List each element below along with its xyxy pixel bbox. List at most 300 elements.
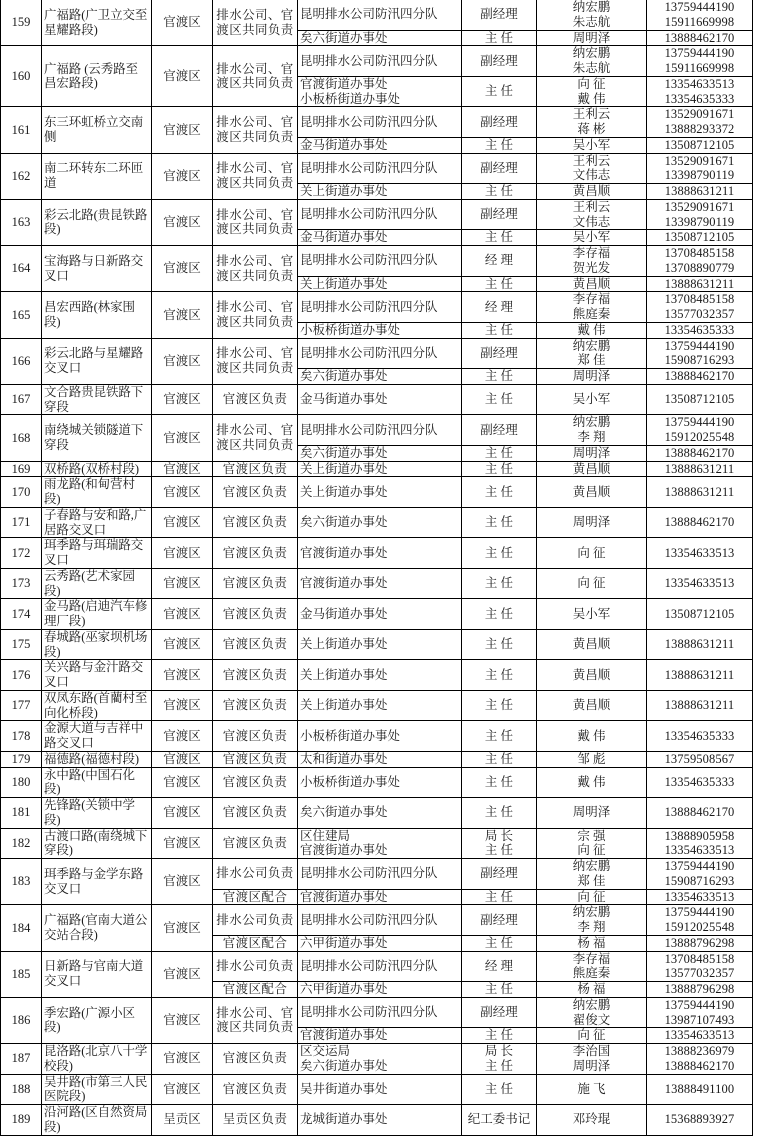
cell-job-title: 副经理 [462,859,537,890]
cell-phone: 13508712105 [647,384,753,415]
cell-responsible-unit: 关上街道办事处 [298,477,462,508]
table-row [1,46,753,77]
cell-responsibility: 官渡区负责 [213,798,298,829]
cell-responsible-person: 纳宏鹏 郑 佳 [537,859,647,890]
cell-phone: 13759444190 15908716293 [647,859,753,890]
cell-responsibility: 呈贡区负责 [213,1105,298,1136]
cell-job-title: 主 任 [462,76,537,107]
table-row [1,384,753,415]
cell-responsible-person: 纳宏鹏 郑 佳 [537,338,647,369]
table-row [1,798,753,829]
cell-index: 178 [1,721,42,752]
table-row [1,690,753,721]
table-row [1,629,753,660]
cell-district: 官渡区 [152,767,213,798]
table-row [1,721,753,752]
cell-point-name: 关兴路与金汁路交叉口 [42,660,152,691]
cell-job-title: 副经理 [462,338,537,369]
cell-job-title: 主 任 [462,660,537,691]
cell-responsibility: 排水公司、官渡区共同负责 [213,338,298,384]
cell-responsible-person: 纳宏鹏 朱志航 [537,46,647,77]
table-row [1,538,753,569]
cell-responsible-unit: 金马街道办事处 [298,137,462,153]
cell-responsible-person: 黄昌顺 [537,660,647,691]
cell-responsible-unit: 官渡街道办事处 [298,1028,462,1044]
cell-phone: 13529091671 13888293372 [647,107,753,138]
cell-responsible-person: 纳宏鹏 朱志航 [537,0,647,30]
cell-district: 官渡区 [152,751,213,767]
cell-responsibility: 官渡区负责 [213,461,298,477]
cell-phone: 13354633513 [647,538,753,569]
table-row [1,477,753,508]
cell-responsible-unit: 区交运局 矣六街道办事处 [298,1044,462,1075]
cell-responsible-unit: 龙城街道办事处 [298,1105,462,1136]
cell-job-title: 主 任 [462,690,537,721]
cell-responsible-unit: 官渡街道办事处 [298,889,462,905]
cell-point-name: 先锋路(关锁中学段) [42,798,152,829]
cell-responsible-person: 邹 彪 [537,751,647,767]
cell-job-title: 主 任 [462,982,537,998]
cell-phone: 13354633513 [647,1028,753,1044]
cell-index: 174 [1,599,42,630]
cell-index: 180 [1,767,42,798]
cell-index: 161 [1,107,42,153]
cell-responsible-unit: 金马街道办事处 [298,599,462,630]
cell-responsible-unit: 矣六街道办事处 [298,445,462,461]
cell-district: 官渡区 [152,292,213,338]
cell-job-title: 主 任 [462,384,537,415]
cell-job-title: 副经理 [462,997,537,1028]
cell-point-name: 珥季路与珥瑞路交叉口 [42,538,152,569]
cell-phone: 13888796298 [647,935,753,951]
cell-district: 官渡区 [152,199,213,245]
cell-index: 172 [1,538,42,569]
cell-responsible-person: 王利云 蒋 彬 [537,107,647,138]
cell-district: 官渡区 [152,828,213,859]
cell-index: 189 [1,1105,42,1136]
cell-responsible-person: 邓玲琨 [537,1105,647,1136]
cell-index: 188 [1,1074,42,1105]
cell-responsible-unit: 关上街道办事处 [298,660,462,691]
cell-phone: 13508712105 [647,137,753,153]
cell-index: 179 [1,751,42,767]
cell-phone: 13759444190 13987107493 [647,997,753,1028]
cell-point-name: 东三环虹桥立交南侧 [42,107,152,153]
cell-responsible-person: 李存福 贺光发 [537,246,647,277]
cell-responsibility: 官渡区负责 [213,538,298,569]
cell-phone: 13888236979 13888462170 [647,1044,753,1075]
cell-point-name: 广福路(官南大道公交站合段) [42,905,152,951]
cell-job-title: 纪工委书记 [462,1105,537,1136]
cell-job-title: 经 理 [462,951,537,982]
cell-phone: 13508712105 [647,599,753,630]
cell-district: 官渡区 [152,599,213,630]
cell-district: 官渡区 [152,107,213,153]
cell-responsibility: 官渡区负责 [213,599,298,630]
cell-responsible-unit: 昆明排水公司防汛四分队 [298,951,462,982]
table-row [1,292,753,323]
cell-job-title: 主 任 [462,507,537,538]
cell-responsible-person: 向 征 戴 伟 [537,76,647,107]
cell-phone: 13888631211 [647,660,753,691]
cell-responsible-unit: 官渡街道办事处 [298,568,462,599]
cell-job-title: 主 任 [462,538,537,569]
cell-phone: 13888462170 [647,798,753,829]
cell-job-title: 副经理 [462,107,537,138]
table-row [1,153,753,184]
cell-district: 官渡区 [152,246,213,292]
cell-responsibility: 官渡区负责 [213,1074,298,1105]
cell-point-name: 云秀路(艺术家园段) [42,568,152,599]
cell-district: 官渡区 [152,629,213,660]
cell-phone: 13759444190 15911669998 [647,0,753,30]
cell-responsible-person: 戴 伟 [537,767,647,798]
table-row [1,107,753,138]
table-row [1,828,753,859]
cell-responsible-unit: 区住建局 官渡街道办事处 [298,828,462,859]
cell-district: 官渡区 [152,660,213,691]
cell-phone: 13888631211 [647,690,753,721]
cell-phone: 13354633513 [647,889,753,905]
cell-point-name: 金源大道与吉祥中路交叉口 [42,721,152,752]
cell-job-title: 主 任 [462,568,537,599]
cell-point-name: 吴井路(市第三人民医院段) [42,1074,152,1105]
cell-responsible-unit: 昆明排水公司防汛四分队 [298,153,462,184]
cell-district: 官渡区 [152,507,213,538]
cell-responsible-unit: 昆明排水公司防汛四分队 [298,46,462,77]
cell-phone: 13708485158 13577032357 [647,951,753,982]
table-row [1,199,753,230]
cell-responsibility: 排水公司、官渡区共同负责 [213,292,298,338]
cell-responsible-unit: 小板桥街道办事处 [298,767,462,798]
cell-responsible-unit: 昆明排水公司防汛四分队 [298,859,462,890]
cell-index: 184 [1,905,42,951]
cell-responsible-person: 向 征 [537,538,647,569]
cell-index: 170 [1,477,42,508]
cell-responsible-unit: 官渡街道办事处 [298,538,462,569]
cell-responsible-person: 施 飞 [537,1074,647,1105]
cell-responsible-person: 宗 强 向 征 [537,828,647,859]
cell-phone: 13354633513 13354635333 [647,76,753,107]
cell-responsible-unit: 六甲街道办事处 [298,982,462,998]
table-row [1,507,753,538]
cell-responsible-unit: 关上街道办事处 [298,184,462,200]
cell-phone: 13888631211 [647,477,753,508]
cell-responsible-person: 黄昌顺 [537,461,647,477]
cell-responsible-unit: 金马街道办事处 [298,230,462,246]
cell-job-title: 主 任 [462,1028,537,1044]
cell-responsible-person: 吴小军 [537,230,647,246]
cell-responsibility: 官渡区负责 [213,721,298,752]
table-row [1,751,753,767]
cell-responsible-person: 周明泽 [537,445,647,461]
cell-district: 官渡区 [152,905,213,951]
table-row [1,660,753,691]
cell-responsible-person: 杨 福 [537,982,647,998]
cell-responsible-person: 黄昌顺 [537,629,647,660]
cell-district: 呈贡区 [152,1105,213,1136]
cell-index: 162 [1,153,42,199]
cell-job-title: 主 任 [462,30,537,46]
cell-responsible-person: 纳宏鹏 李 翔 [537,415,647,446]
cell-job-title: 主 任 [462,276,537,292]
cell-index: 177 [1,690,42,721]
cell-point-name: 昌宏西路(林家围段) [42,292,152,338]
cell-responsibility: 排水公司、官渡区共同负责 [213,107,298,153]
cell-responsibility: 官渡区负责 [213,751,298,767]
table-row [1,246,753,277]
cell-responsible-person: 周明泽 [537,798,647,829]
cell-point-name: 彩云北路与星耀路交叉口 [42,338,152,384]
cell-point-name: 沿河路(区自然资局段) [42,1105,152,1136]
cell-responsibility: 排水公司负责 [213,951,298,982]
cell-phone: 13508712105 [647,230,753,246]
cell-responsible-person: 纳宏鹏 翟俊文 [537,997,647,1028]
cell-point-name: 日新路与官南大道交叉口 [42,951,152,997]
cell-district: 官渡区 [152,997,213,1043]
cell-phone: 13888462170 [647,507,753,538]
cell-responsibility: 官渡区负责 [213,384,298,415]
cell-district: 官渡区 [152,415,213,461]
cell-phone: 15368893927 [647,1105,753,1136]
table-body [1,0,753,1135]
cell-responsibility: 官渡区负责 [213,828,298,859]
cell-job-title: 局 长 主 任 [462,828,537,859]
table-row [1,338,753,369]
cell-district: 官渡区 [152,538,213,569]
cell-phone: 13529091671 13398790119 [647,199,753,230]
cell-responsible-unit: 矣六街道办事处 [298,369,462,385]
cell-responsible-person: 周明泽 [537,507,647,538]
cell-responsibility: 官渡区负责 [213,1044,298,1075]
cell-district: 官渡区 [152,1044,213,1075]
cell-phone: 13888462170 [647,369,753,385]
cell-district: 官渡区 [152,690,213,721]
cell-point-name: 文合路贵昆铁路下穿段 [42,384,152,415]
cell-point-name: 宝海路与日新路交叉口 [42,246,152,292]
cell-responsible-person: 王利云 文伟志 [537,153,647,184]
table-row [1,905,753,936]
cell-phone: 13888631211 [647,629,753,660]
cell-responsible-person: 纳宏鹏 李 翔 [537,905,647,936]
cell-responsible-unit: 关上街道办事处 [298,690,462,721]
cell-index: 182 [1,828,42,859]
cell-responsible-unit: 矣六街道办事处 [298,798,462,829]
table-row [1,1105,753,1136]
cell-responsibility: 官渡区配合 [213,982,298,998]
cell-job-title: 经 理 [462,292,537,323]
cell-responsible-unit: 昆明排水公司防汛四分队 [298,199,462,230]
cell-index: 166 [1,338,42,384]
cell-responsibility: 官渡区负责 [213,660,298,691]
cell-phone: 13888462170 [647,445,753,461]
cell-index: 186 [1,997,42,1043]
cell-responsible-person: 吴小军 [537,137,647,153]
cell-phone: 13759444190 15908716293 [647,338,753,369]
cell-job-title: 副经理 [462,415,537,446]
cell-job-title: 主 任 [462,721,537,752]
cell-district: 官渡区 [152,1074,213,1105]
cell-district: 官渡区 [152,0,213,46]
cell-district: 官渡区 [152,338,213,384]
cell-responsibility: 官渡区负责 [213,568,298,599]
cell-phone: 13888491100 [647,1074,753,1105]
page-right-margin [753,0,767,866]
cell-responsible-person: 吴小军 [537,384,647,415]
cell-responsible-person: 向 征 [537,1028,647,1044]
cell-responsibility: 排水公司、官渡区共同负责 [213,0,298,46]
cell-index: 163 [1,199,42,245]
cell-point-name: 彩云北路(贵昆铁路段) [42,199,152,245]
cell-index: 175 [1,629,42,660]
cell-responsible-person: 王利云 文伟志 [537,199,647,230]
cell-point-name: 昆洛路(北京八十学校段) [42,1044,152,1075]
cell-responsible-person: 周明泽 [537,30,647,46]
cell-responsible-unit: 昆明排水公司防汛四分队 [298,0,462,30]
cell-responsible-unit: 太和街道办事处 [298,751,462,767]
cell-index: 169 [1,461,42,477]
table-row [1,767,753,798]
cell-district: 官渡区 [152,568,213,599]
cell-index: 159 [1,0,42,46]
cell-index: 167 [1,384,42,415]
cell-job-title: 主 任 [462,369,537,385]
cell-responsible-person: 周明泽 [537,369,647,385]
cell-responsible-person: 向 征 [537,889,647,905]
table-row [1,997,753,1028]
cell-responsibility: 官渡区负责 [213,477,298,508]
cell-responsible-person: 杨 福 [537,935,647,951]
cell-district: 官渡区 [152,46,213,107]
cell-index: 181 [1,798,42,829]
cell-responsible-unit: 关上街道办事处 [298,629,462,660]
cell-job-title: 主 任 [462,935,537,951]
cell-phone: 13888631211 [647,276,753,292]
cell-responsible-unit: 小板桥街道办事处 [298,721,462,752]
cell-phone: 13888796298 [647,982,753,998]
cell-job-title: 主 任 [462,751,537,767]
cell-job-title: 主 任 [462,461,537,477]
cell-responsibility: 排水公司、官渡区共同负责 [213,153,298,199]
cell-responsible-unit: 关上街道办事处 [298,276,462,292]
cell-responsible-person: 黄昌顺 [537,184,647,200]
cell-index: 165 [1,292,42,338]
cell-responsible-person: 戴 伟 [537,721,647,752]
cell-responsible-unit: 吴井街道办事处 [298,1074,462,1105]
cell-responsibility: 排水公司、官渡区共同负责 [213,246,298,292]
cell-responsibility: 官渡区负责 [213,629,298,660]
cell-job-title: 主 任 [462,798,537,829]
cell-job-title: 主 任 [462,629,537,660]
cell-responsible-person: 黄昌顺 [537,276,647,292]
cell-job-title: 经 理 [462,246,537,277]
cell-point-name: 子春路与安和路,广居路交叉口 [42,507,152,538]
cell-district: 官渡区 [152,798,213,829]
cell-responsible-unit: 昆明排水公司防汛四分队 [298,415,462,446]
cell-responsibility: 排水公司、官渡区共同负责 [213,199,298,245]
cell-job-title: 局 长 主 任 [462,1044,537,1075]
cell-phone: 13888631211 [647,461,753,477]
cell-phone: 13354635333 [647,767,753,798]
table-row [1,951,753,982]
cell-phone: 13529091671 13398790119 [647,153,753,184]
cell-phone: 13708485158 13577032357 [647,292,753,323]
cell-responsible-person: 黄昌顺 [537,477,647,508]
table-row [1,0,753,30]
cell-point-name: 雨龙路(和甸营村段) [42,477,152,508]
cell-responsible-unit: 昆明排水公司防汛四分队 [298,292,462,323]
cell-responsible-person: 李治国 周明泽 [537,1044,647,1075]
cell-point-name: 广福路 (云秀路至昌宏路段) [42,46,152,107]
table-row [1,599,753,630]
cell-responsible-unit: 金马街道办事处 [298,384,462,415]
cell-job-title: 副经理 [462,905,537,936]
cell-responsible-person: 李存福 熊庭秦 [537,292,647,323]
cell-job-title: 副经理 [462,153,537,184]
cell-responsibility: 排水公司、官渡区共同负责 [213,46,298,107]
cell-phone: 13888905958 13354633513 [647,828,753,859]
cell-job-title: 主 任 [462,322,537,338]
cell-index: 176 [1,660,42,691]
cell-responsible-person: 向 征 [537,568,647,599]
cell-phone: 13888631211 [647,184,753,200]
cell-point-name: 南二环转东二环匝道 [42,153,152,199]
cell-phone: 13759444190 15912025548 [647,905,753,936]
cell-point-name: 福德路(福德村段) [42,751,152,767]
cell-point-name: 古渡口路(南绕城下穿段) [42,828,152,859]
cell-phone: 13708485158 13708890779 [647,246,753,277]
cell-responsible-unit: 矣六街道办事处 [298,507,462,538]
cell-job-title: 主 任 [462,477,537,508]
cell-index: 187 [1,1044,42,1075]
cell-index: 173 [1,568,42,599]
table-row [1,1074,753,1105]
cell-responsible-person: 吴小军 [537,599,647,630]
cell-phone: 13354635333 [647,322,753,338]
cell-responsible-unit: 矣六街道办事处 [298,30,462,46]
cell-responsible-unit: 昆明排水公司防汛四分队 [298,997,462,1028]
cell-responsibility: 排水公司负责 [213,859,298,890]
cell-responsible-unit: 六甲街道办事处 [298,935,462,951]
cell-responsible-person: 李存福 熊庭秦 [537,951,647,982]
cell-phone: 13888462170 [647,30,753,46]
cell-point-name: 南绕城关锁隧道下穿段 [42,415,152,461]
cell-responsible-unit: 昆明排水公司防汛四分队 [298,338,462,369]
cell-job-title: 主 任 [462,1074,537,1105]
table-row [1,415,753,446]
cell-responsibility: 官渡区配合 [213,935,298,951]
cell-district: 官渡区 [152,859,213,905]
cell-index: 164 [1,246,42,292]
cell-responsible-unit: 昆明排水公司防汛四分队 [298,246,462,277]
cell-index: 185 [1,951,42,997]
cell-responsible-unit: 小板桥街道办事处 [298,322,462,338]
cell-point-name: 季宏路(广源小区段) [42,997,152,1043]
cell-job-title: 主 任 [462,137,537,153]
cell-index: 183 [1,859,42,905]
cell-phone: 13354635333 [647,721,753,752]
cell-point-name: 广福路(广卫立交至星耀路段) [42,0,152,46]
cell-district: 官渡区 [152,153,213,199]
cell-phone: 13759444190 15912025548 [647,415,753,446]
cell-responsibility: 排水公司、官渡区共同负责 [213,415,298,461]
cell-job-title: 主 任 [462,230,537,246]
cell-phone: 13759444190 15911669998 [647,46,753,77]
cell-responsibility: 官渡区负责 [213,690,298,721]
cell-responsible-unit: 官渡街道办事处 小板桥街道办事处 [298,76,462,107]
cell-point-name: 金马路(启迪汽车修理厂段) [42,599,152,630]
cell-district: 官渡区 [152,477,213,508]
